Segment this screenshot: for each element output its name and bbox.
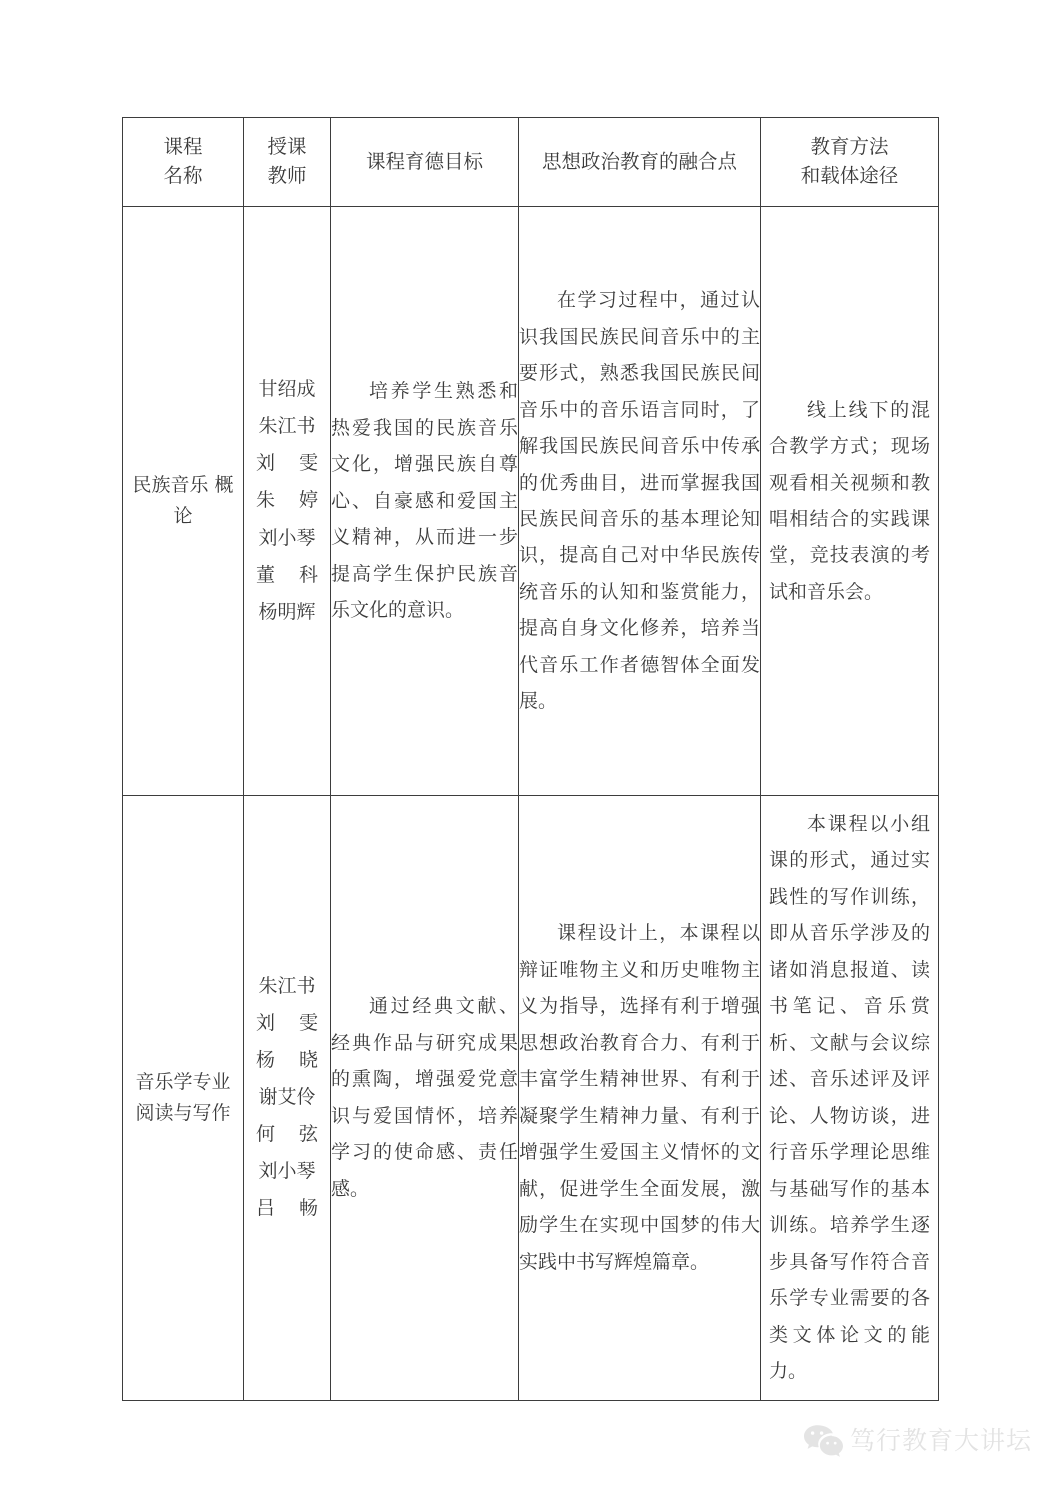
teacher-name: 甘绍成 [258,378,316,401]
column-header-method [761,118,939,207]
watermark [803,1424,1032,1457]
teacher-name: 刘 雯 [256,1012,318,1035]
cell-course-name [123,796,244,1401]
cell-fusion-point [519,207,761,796]
watermark-text: 笃行教育大讲坛 [850,1426,1033,1455]
cell-method [761,796,939,1401]
column-header-method-line2: 和载体途径 [800,164,899,187]
moral-goal-text: 培养学生熟悉和热爱我国的民族音乐文化，增强民族自尊心、自豪感和爱国主义精神，从而进一步提高学生保护民族音乐文化的意识。 [331,380,518,622]
teacher-name: 刘 雯 [256,452,318,475]
teacher-name: 朱江书 [258,415,316,438]
column-header-fusion-point-line1: 思想政治教育的融合点 [541,149,737,173]
column-header-course-name [123,118,244,207]
column-header-moral-goal-line1: 课程育德目标 [365,149,483,173]
teacher-name: 朱江书 [258,975,316,998]
course-name-line2: 阅读与写作 [135,1101,231,1124]
cell-course-name [123,207,244,796]
cell-moral-goal [331,796,519,1401]
column-header-teacher-line1: 授课 [267,135,307,159]
method-text: 本课程以小组课的形式，通过实践性的写作训练，即从音乐学涉及的诸如消息报道、读书笔记、音乐赏析、文献与会议综述、音乐述评及评论、人物访谈，进行音乐学理论思维与基础写作的基本训练。培养学生逐步具备写作符合音乐学专业需要的各类文体论文的能力。 [769,813,930,1383]
fusion-point-text: 在学习过程中，通过认识我国民族民间音乐中的主要形式，熟悉我国民族民间音乐中的音乐语言同时，了解我国民族民间音乐中传承的优秀曲目，进而掌握我国民族民间音乐的基本理论知识，提高自己对中华民族传统音乐的认知和鉴赏能力，提高自身文化修养，培养当代音乐工作者德智体全面发展。 [519,289,760,713]
table-row [123,796,939,1401]
cell-method [761,207,939,796]
wechat-icon [803,1424,843,1457]
moral-goal-text: 通过经典文献、经典作品与研究成果的熏陶，增强爱党意识与爱国情怀，培养学习的使命感、责任感。 [331,995,518,1200]
column-header-course-name-line2: 名称 [163,164,203,187]
course-name-line1: 音乐学专业 [135,1070,231,1093]
cell-fusion-point [519,796,761,1401]
fusion-point-text: 课程设计上，本课程以辩证唯物主义和历史唯物主义为指导，选择有利于增强思想政治教育合力、有利于丰富学生精神世界、有利于凝聚学生精神力量、有利于增强学生爱国主义情怀的文献，促进学生全面发展，激励学生在实现中国梦的伟大实践中书写辉煌篇章。 [519,922,760,1273]
column-header-teacher-line2: 教师 [267,164,307,187]
course-name-line1: 民族音乐 [132,474,209,497]
course-name-line2: 概论 [173,474,234,527]
cell-moral-goal [331,207,519,796]
column-header-moral-goal [331,118,519,207]
method-text: 线上线下的混合教学方式；现场观看相关视频和教唱相结合的实践课堂，竞技表演的考试和音乐会。 [769,398,930,603]
teacher-name: 吕 畅 [256,1197,318,1220]
teacher-name: 刘小琴 [258,1160,316,1183]
cell-teachers [244,207,331,796]
column-header-fusion-point [519,118,761,207]
teacher-name: 刘小琴 [258,526,316,549]
teacher-name: 杨明辉 [258,600,316,623]
table-header-row [123,118,939,207]
cell-teachers [244,796,331,1401]
teacher-name: 谢艾伶 [258,1086,316,1109]
teacher-name: 董 科 [256,563,318,586]
column-header-teacher [244,118,331,207]
teacher-name: 朱 婷 [256,489,318,512]
teacher-name: 何 弦 [256,1123,318,1146]
column-header-method-line1: 教育方法 [810,135,889,159]
column-header-course-name-line1: 课程 [163,135,203,159]
course-ideology-table [122,117,939,1401]
table-row [123,207,939,796]
teacher-name: 杨 晓 [256,1049,318,1072]
